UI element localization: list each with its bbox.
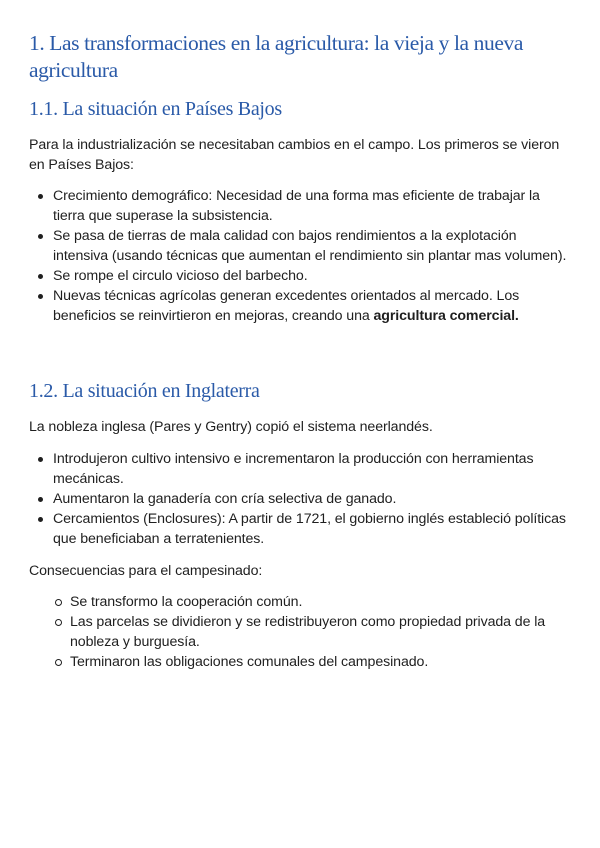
section-2-list	[53, 449, 568, 549]
section-1-list	[53, 186, 568, 326]
list-item: Crecimiento demográfico: Necesidad de una forma mas eficiente de trabajar la tierra que superase la subsistencia.	[53, 186, 568, 226]
consequences-title: Consecuencias para el campesinado:	[29, 563, 263, 579]
list-item: Se rompe el circulo vicioso del barbecho.	[53, 266, 568, 286]
main-heading: 1. Las transformaciones en la agricultura: la vieja y la nueva agricultura	[29, 31, 523, 82]
section-2-intro: La nobleza inglesa (Pares y Gentry) copió el sistema neerlandés.	[29, 419, 433, 435]
list-item	[53, 286, 568, 326]
list-item: Terminaron las obligaciones comunales del campesinado.	[70, 652, 570, 672]
list-item: Se transformo la cooperación común.	[70, 592, 570, 612]
section-1-heading: 1.1. La situación en Países Bajos	[29, 98, 282, 120]
list-item: Aumentaron la ganadería con cría selectiva de ganado.	[53, 489, 568, 509]
list-item: Las parcelas se dividieron y se redistribuyeron como propiedad privada de la nobleza y burguesía.	[70, 612, 570, 652]
list-item-text: Nuevas técnicas agrícolas generan excedentes orientados al mercado. Los beneficios se reinvirtieron en mejoras, creando una	[53, 288, 520, 324]
list-item: Se pasa de tierras de mala calidad con bajos rendimientos a la explotación intensiva (usando técnicas que aumentan el rendimiento sin plantar mas volumen).	[53, 228, 567, 264]
section-1-intro: Para la industrialización se necesitaban cambios en el campo. Los primeros se vieron en Países Bajos:	[29, 137, 560, 173]
list-item: Cercamientos (Enclosures): A partir de 1721, el gobierno inglés estableció políticas que beneficiaban a terratenientes.	[53, 509, 568, 549]
section-2-heading: 1.2. La situación en Inglaterra	[29, 380, 260, 402]
bold-term: agricultura comercial.	[373, 308, 519, 324]
consequences-list	[70, 592, 570, 672]
list-item: Introdujeron cultivo intensivo e incrementaron la producción con herramientas mecánicas.	[53, 449, 568, 489]
